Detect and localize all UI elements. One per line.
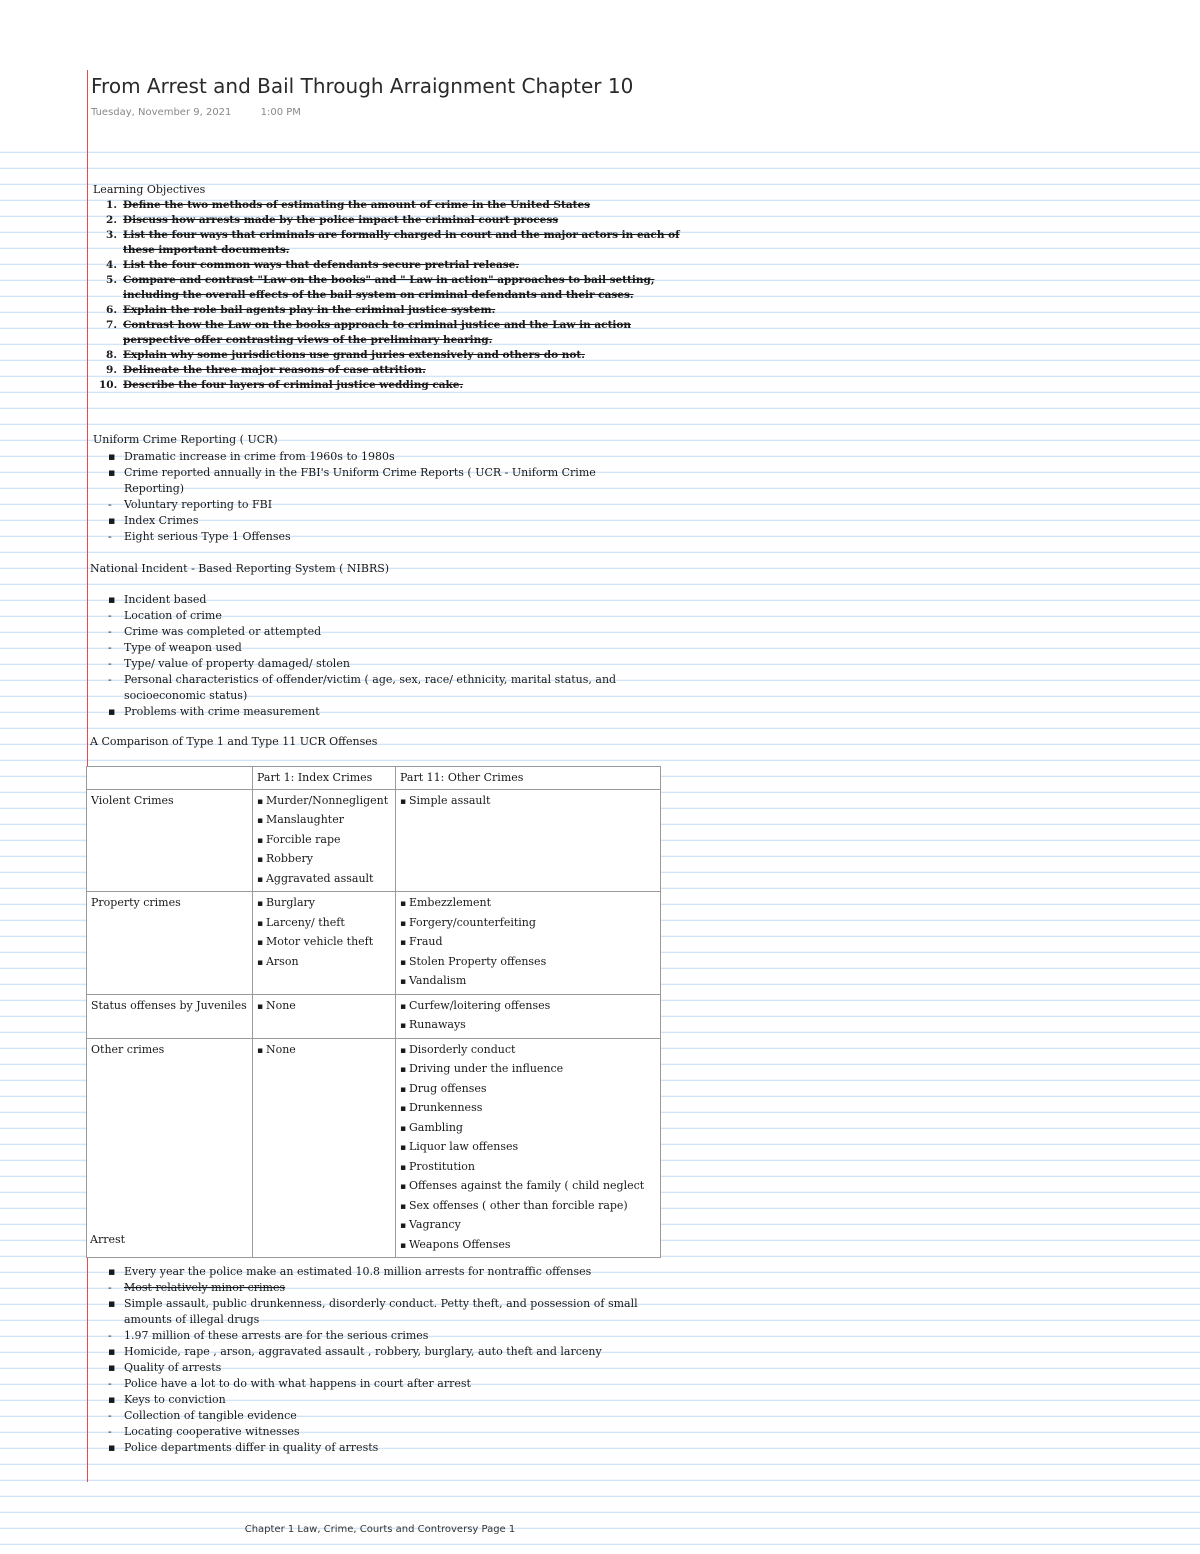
objective-text: Delineate the three major reasons of case attrition.: [123, 364, 426, 376]
objective-item: [99, 378, 683, 393]
ucr-list-item: [108, 513, 596, 529]
objectives-list: [99, 198, 683, 393]
dash-marker: -: [108, 657, 112, 670]
objective-number: 4.: [106, 259, 117, 271]
arrest-list-item: [108, 1392, 638, 1408]
crime-item: ▪ Driving under the influence: [400, 1060, 656, 1080]
arrest-item-text: 1.97 million of these arrests are for the serious crimes: [124, 1329, 429, 1342]
crime-item: ▪ Simple assault: [400, 792, 656, 812]
crime-item: ▪ Runaways: [400, 1016, 656, 1036]
dash-marker: -: [108, 1377, 112, 1390]
bullet-marker: ▪: [108, 514, 116, 527]
nibrs-item-text: Personal characteristics of offender/victim ( age, sex, race/ ethnicity, marital status, and: [124, 673, 617, 686]
objective-number: 10.: [99, 379, 118, 391]
part1-crimes-cell: [253, 892, 396, 995]
nibrs-item-text: Type/ value of property damaged/ stolen: [124, 657, 350, 670]
nibrs-list-item: [108, 608, 616, 624]
table-row: [87, 1038, 661, 1258]
arrest-item-text: Locating cooperative witnesses: [124, 1425, 300, 1438]
crime-item: ▪ Drunkenness: [400, 1099, 656, 1119]
arrest-item-text: Most relatively minor crimes: [124, 1281, 286, 1294]
part2-crimes-cell: [396, 1038, 661, 1258]
nibrs-item-text: Crime was completed or attempted: [124, 625, 322, 638]
arrest-item-text: Keys to conviction: [124, 1393, 226, 1406]
arrest-item-text: Quality of arrests: [124, 1361, 222, 1374]
ucr-item-text: Dramatic increase in crime from 1960s to 1980s: [124, 450, 395, 463]
crime-item: ▪ Prostitution: [400, 1158, 656, 1178]
objective-item: [106, 258, 683, 273]
crime-item: ▪ Forgery/counterfeiting: [400, 914, 656, 934]
arrest-list-item: [124, 1312, 638, 1328]
table-row: [87, 892, 661, 995]
arrest-list-item: [108, 1280, 638, 1296]
table-header-row: [87, 767, 661, 790]
nibrs-list-item: [124, 688, 616, 704]
crime-item: ▪ Drug offenses: [400, 1080, 656, 1100]
dash-marker: -: [108, 530, 112, 543]
crime-item: ▪ Stolen Property offenses: [400, 953, 656, 973]
bullet-marker: ▪: [108, 466, 116, 479]
ucr-list-item: [124, 481, 596, 497]
bullet-marker: ▪: [108, 593, 116, 606]
objective-item: [106, 303, 683, 318]
dash-marker: -: [108, 1425, 112, 1438]
objective-item: [106, 213, 683, 228]
dash-marker: -: [108, 641, 112, 654]
nibrs-list-item: [108, 704, 616, 720]
ucr-item-text: Crime reported annually in the FBI's Uniform Crime Reports ( UCR - Uniform Crime: [124, 466, 596, 479]
objective-text: Compare and contrast "Law on the books" and " Law in action" approaches to bail setting, including the overall effects of the bail system on criminal defendants and their cases.: [123, 274, 655, 301]
nibrs-heading: National Incident - Based Reporting System ( NIBRS): [90, 562, 390, 575]
ucr-list-item: [108, 497, 596, 513]
objective-number: 9.: [106, 364, 117, 376]
objective-number: 3.: [106, 229, 117, 241]
arrest-item-text: Police have a lot to do with what happens in court after arrest: [124, 1377, 471, 1390]
nibrs-item-text: Location of crime: [124, 609, 222, 622]
ucr-list-item: [108, 529, 596, 545]
dash-marker: -: [108, 609, 112, 622]
arrest-item-text: Police departments differ in quality of arrests: [124, 1441, 379, 1454]
offense-category-cell: Violent Crimes: [87, 789, 253, 892]
nibrs-item-text: Incident based: [124, 593, 207, 606]
arrest-item-text: Simple assault, public drunkenness, disorderly conduct. Petty theft, and possession of small: [124, 1297, 638, 1310]
crime-item: ▪ Murder/Nonnegligent: [257, 792, 391, 812]
part1-crimes-cell: [253, 1038, 396, 1258]
objectives-heading: Learning Objectives: [93, 183, 206, 196]
bullet-marker: ▪: [108, 705, 116, 718]
objective-number: 2.: [106, 214, 117, 226]
ucr-heading: Uniform Crime Reporting ( UCR): [93, 433, 278, 446]
arrest-heading: Arrest: [90, 1233, 126, 1246]
crime-item: ▪ Weapons Offenses: [400, 1236, 656, 1256]
dash-marker: -: [108, 1329, 112, 1342]
arrest-list-item: [108, 1328, 638, 1344]
crime-item: ▪ Embezzlement: [400, 894, 656, 914]
arrest-item-text: Homicide, rape , arson, aggravated assault , robbery, burglary, auto theft and larceny: [124, 1345, 602, 1358]
bullet-marker: ▪: [108, 1345, 116, 1358]
objective-text: List the four ways that criminals are formally charged in court and the major actors in each of these important documents.: [123, 229, 680, 256]
dash-marker: -: [108, 1409, 112, 1422]
crime-item: ▪ Sex offenses ( other than forcible rape): [400, 1197, 656, 1217]
nibrs-list-item: [108, 624, 616, 640]
objective-text: Contrast how the Law on the books approach to criminal justice and the Law in action perspective offer contrasting views of the preliminary hearing.: [123, 319, 632, 346]
bullet-marker: ▪: [108, 1265, 116, 1278]
crime-item: ▪ Robbery: [257, 850, 391, 870]
ucr-list-item: [108, 465, 596, 481]
crime-item: ▪ Vandalism: [400, 972, 656, 992]
objective-text: List the four common ways that defendants secure pretrial release.: [123, 259, 520, 271]
arrest-item-text: amounts of illegal drugs: [124, 1313, 260, 1326]
crime-item: ▪ Vagrancy: [400, 1216, 656, 1236]
arrest-list-item: [108, 1376, 638, 1392]
page-title: From Arrest and Bail Through Arraignment Chapter 10: [91, 74, 634, 98]
ucr-offenses-table: [86, 766, 661, 1258]
objective-item: [106, 363, 683, 378]
arrest-list-item: [108, 1264, 638, 1280]
crime-item: ▪ Liquor law offenses: [400, 1138, 656, 1158]
ucr-item-text: Index Crimes: [124, 514, 199, 527]
crime-item: ▪ Manslaughter: [257, 811, 391, 831]
objective-item: [106, 228, 683, 258]
ucr-item-text: Reporting): [124, 482, 185, 495]
nibrs-list: [108, 592, 617, 720]
nibrs-item-text: socioeconomic status): [124, 689, 248, 702]
objective-text: Describe the four layers of criminal justice wedding cake.: [123, 379, 464, 391]
bullet-marker: ▪: [108, 1297, 116, 1310]
objective-text: Explain the role bail agents play in the criminal justice system.: [123, 304, 496, 316]
page-footer: Chapter 1 Law, Crime, Courts and Controversy Page 1: [244, 1524, 516, 1535]
objective-item: [106, 198, 683, 213]
table-row: [87, 994, 661, 1038]
crime-item: ▪ Motor vehicle theft: [257, 933, 391, 953]
part2-crimes-cell: [396, 789, 661, 892]
dash-marker: -: [108, 625, 112, 638]
arrest-list-item: [108, 1360, 638, 1376]
nibrs-list-item: [108, 640, 616, 656]
arrest-item-text: Every year the police make an estimated 10.8 million arrests for nontraffic offenses: [124, 1265, 592, 1278]
crime-item: ▪ Burglary: [257, 894, 391, 914]
bullet-marker: ▪: [108, 450, 116, 463]
objective-number: 5.: [106, 274, 117, 286]
crime-item: ▪ Arson: [257, 953, 391, 973]
arrest-list-item: [108, 1344, 638, 1360]
crime-item: ▪ Fraud: [400, 933, 656, 953]
comparison-heading: A Comparison of Type 1 and Type 11 UCR Offenses: [90, 735, 378, 748]
dash-marker: -: [108, 673, 112, 686]
crime-item: ▪ Gambling: [400, 1119, 656, 1139]
bullet-marker: ▪: [108, 1393, 116, 1406]
crime-item: ▪ Aggravated assault: [257, 870, 391, 890]
arrest-list-item: [108, 1440, 638, 1456]
objective-text: Explain why some jurisdictions use grand juries extensively and others do not.: [123, 349, 585, 361]
table-header-part2: Part 11: Other Crimes: [396, 767, 661, 790]
nibrs-item-text: Type of weapon used: [124, 641, 242, 654]
crime-item: ▪ Curfew/loitering offenses: [400, 997, 656, 1017]
objective-item: [106, 348, 683, 363]
ucr-item-text: Eight serious Type 1 Offenses: [124, 530, 291, 543]
objective-text: Discuss how arrests made by the police impact the criminal court process: [123, 214, 559, 226]
dash-marker: -: [108, 498, 112, 511]
arrest-list: [108, 1264, 638, 1456]
table-header-empty: [87, 767, 253, 790]
objective-item: [106, 318, 683, 348]
page-time: 1:00 PM: [260, 107, 301, 118]
nibrs-list-item: [108, 656, 616, 672]
objective-item: [106, 273, 683, 303]
crime-item: ▪ None: [257, 997, 391, 1017]
table-row: [87, 789, 661, 892]
objective-number: 6.: [106, 304, 117, 316]
objective-number: 1.: [106, 199, 117, 211]
crime-item: ▪ Larceny/ theft: [257, 914, 391, 934]
crime-item: ▪ None: [257, 1041, 391, 1061]
objective-number: 8.: [106, 349, 117, 361]
ucr-list-item: [108, 449, 596, 465]
crime-item: ▪ Offenses against the family ( child neglect: [400, 1177, 656, 1197]
ucr-item-text: Voluntary reporting to FBI: [124, 498, 273, 511]
arrest-list-item: [108, 1424, 638, 1440]
page-timestamp: [91, 107, 301, 118]
objective-text: Define the two methods of estimating the amount of crime in the United States: [123, 199, 591, 211]
offense-category-cell: Status offenses by Juveniles: [87, 994, 253, 1038]
arrest-item-text: Collection of tangible evidence: [124, 1409, 297, 1422]
nibrs-item-text: Problems with crime measurement: [124, 705, 320, 718]
crime-item: ▪ Forcible rape: [257, 831, 391, 851]
part1-crimes-cell: [253, 789, 396, 892]
offense-category-cell: Property crimes: [87, 892, 253, 995]
offense-category-cell: Other crimes: [87, 1038, 253, 1258]
part2-crimes-cell: [396, 994, 661, 1038]
table-header-part1: Part 1: Index Crimes: [253, 767, 396, 790]
bullet-marker: ▪: [108, 1441, 116, 1454]
nibrs-list-item: [108, 672, 617, 688]
part1-crimes-cell: [253, 994, 396, 1038]
dash-marker: -: [108, 1281, 112, 1294]
arrest-list-item: [108, 1296, 638, 1312]
objective-number: 7.: [106, 319, 117, 331]
arrest-list-item: [108, 1408, 638, 1424]
ucr-list: [108, 449, 596, 545]
nibrs-list-item: [108, 592, 616, 608]
bullet-marker: ▪: [108, 1361, 116, 1374]
crime-item: ▪ Disorderly conduct: [400, 1041, 656, 1061]
page-date: Tuesday, November 9, 2021: [91, 107, 232, 118]
part2-crimes-cell: [396, 892, 661, 995]
